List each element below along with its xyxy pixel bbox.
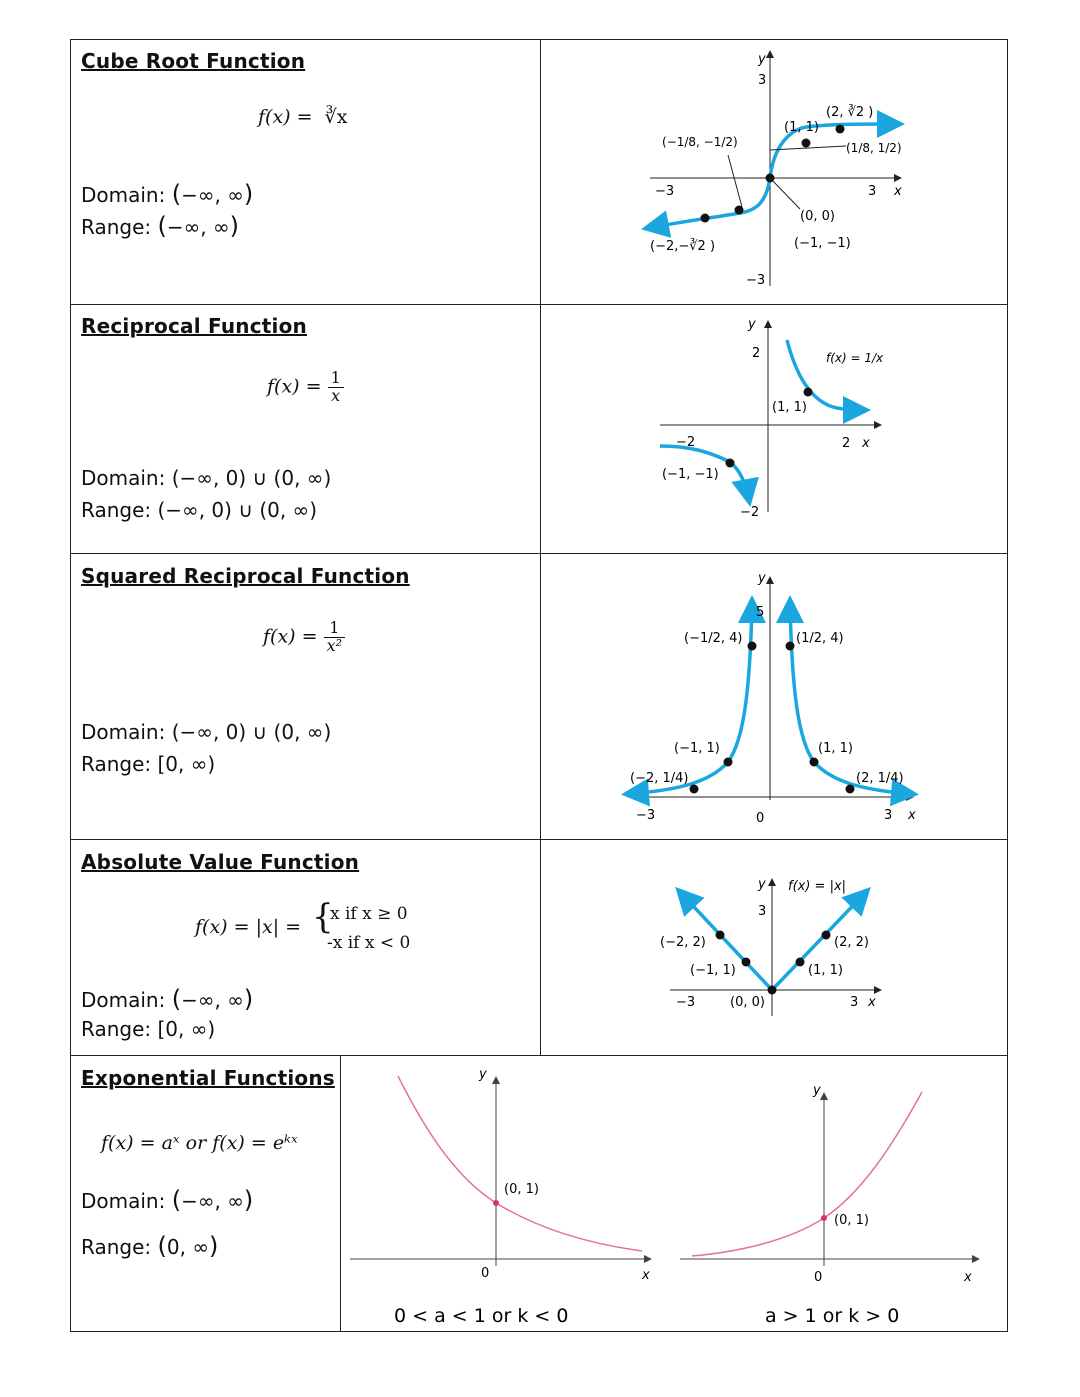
numerator: 1 xyxy=(328,370,344,388)
point-label: (1/2, 4) xyxy=(796,631,844,646)
range-value: [0, ∞) xyxy=(157,752,216,776)
fraction xyxy=(328,370,344,405)
exponential-formula: f(x) = aˣ or f(x) = eᵏˣ xyxy=(101,1132,298,1154)
point-label: (−1/8, −1/2) xyxy=(662,135,738,149)
denominator: x² xyxy=(326,635,343,655)
reciprocal-formula xyxy=(267,370,344,405)
tick-label: −3 xyxy=(636,808,656,823)
point-label: (0, 0) xyxy=(800,209,835,224)
squared-reciprocal-graph xyxy=(541,554,1007,838)
point-label: (0, 1) xyxy=(504,1182,539,1197)
range-value: 0, ∞ xyxy=(166,1235,209,1259)
tick-label: 2 xyxy=(842,436,851,451)
point-label: (−1, 1) xyxy=(690,963,736,978)
y-axis-label: y xyxy=(813,1083,821,1098)
function-label: f(x) = |x| xyxy=(788,879,847,894)
origin-label: 0 xyxy=(814,1270,823,1285)
cube-root-title: Cube Root Function xyxy=(81,49,306,73)
point-label: (−2,−∛2 ) xyxy=(650,239,716,254)
point-label: (1, 1) xyxy=(818,741,853,756)
range-value: (−∞, 0) ∪ (0, ∞) xyxy=(157,498,318,522)
case-1: x if x ≥ 0 xyxy=(330,904,408,924)
tick-label: −2 xyxy=(676,435,696,450)
absolute-value-formula xyxy=(195,916,301,938)
formula-lhs: f(x) = xyxy=(263,625,318,648)
point-label: (−1, −1) xyxy=(662,467,719,482)
x-axis-label: x xyxy=(868,995,876,1010)
domain-label: Domain: xyxy=(81,183,166,207)
point-label: (1, 1) xyxy=(772,400,807,415)
range-label: Range: xyxy=(81,498,152,522)
tick-label: 3 xyxy=(868,184,877,199)
range-label: Range: xyxy=(81,215,152,239)
tick-label: 0 xyxy=(756,811,765,826)
case-2: -x if x < 0 xyxy=(327,933,411,953)
tick-label: 5 xyxy=(756,605,765,620)
domain-value: −∞, ∞ xyxy=(181,1189,244,1213)
reciprocal-range xyxy=(81,498,317,522)
domain-value: (−∞, 0) ∪ (0, ∞) xyxy=(171,466,332,490)
range-value: [0, ∞) xyxy=(157,1017,216,1041)
cube-root-formula xyxy=(258,106,347,128)
denominator: x xyxy=(331,385,341,405)
tick-label: −2 xyxy=(740,505,760,520)
x-axis-label: x xyxy=(642,1268,650,1283)
absolute-value-graph xyxy=(541,840,1007,1054)
domain-value: −∞, ∞ xyxy=(181,988,244,1012)
cube-root-domain: Domain: (−∞, ∞) xyxy=(81,180,254,208)
exponential-range: Range: (0, ∞) xyxy=(81,1232,219,1260)
point-label: (−2, 1/4) xyxy=(630,771,689,786)
absolute-value-title: Absolute Value Function xyxy=(81,850,360,874)
exponential-graphs xyxy=(341,1056,1007,1331)
formula-lhs: f(x) = xyxy=(267,375,322,398)
point-label: (−2, 2) xyxy=(660,935,706,950)
point-label: (2, 2) xyxy=(834,935,869,950)
reciprocal-graph xyxy=(541,305,1007,552)
x-axis-label: x xyxy=(894,184,902,199)
tick-label: −3 xyxy=(746,273,766,288)
range-label: Range: xyxy=(81,1017,152,1041)
brace: { xyxy=(312,897,334,937)
caption: 0 < a < 1 or k < 0 xyxy=(394,1305,569,1327)
exponential-domain: Domain: (−∞, ∞) xyxy=(81,1186,254,1214)
squared-reciprocal-title: Squared Reciprocal Function xyxy=(81,564,410,588)
range-value: −∞, ∞ xyxy=(166,215,230,239)
point-label: (0, 0) xyxy=(730,995,765,1010)
y-axis-label: y xyxy=(758,571,766,586)
tick-label: 3 xyxy=(758,904,767,919)
domain-value: −∞, ∞ xyxy=(181,183,244,207)
domain-label: Domain: xyxy=(81,466,166,490)
squared-reciprocal-domain xyxy=(81,720,331,744)
y-axis-label: y xyxy=(748,317,756,332)
range-label: Range: xyxy=(81,1235,152,1259)
squared-reciprocal-formula xyxy=(263,620,345,655)
formula-rhs: ∛x xyxy=(324,106,348,128)
x-axis-label: x xyxy=(964,1270,972,1285)
domain-label: Domain: xyxy=(81,720,166,744)
point-label: (0, 1) xyxy=(834,1213,869,1228)
cube-root-graph xyxy=(541,40,1007,303)
point-label: (−1, 1) xyxy=(674,741,720,756)
absolute-value-range xyxy=(81,1017,215,1041)
point-label: (1/8, 1/2) xyxy=(846,141,902,155)
numerator: 1 xyxy=(324,620,345,638)
tick-label: 3 xyxy=(884,808,893,823)
origin-label: 0 xyxy=(481,1266,490,1281)
formula-lhs: f(x) = |x| = xyxy=(195,916,302,938)
formula-lhs: f(x) = xyxy=(258,106,313,128)
point-label: (2, 1/4) xyxy=(856,771,904,786)
domain-label: Domain: xyxy=(81,988,166,1012)
tick-label: −3 xyxy=(655,184,675,199)
point-label: (1, 1) xyxy=(808,963,843,978)
x-axis-label: x xyxy=(908,808,916,823)
cube-root-range: Range: (−∞, ∞) xyxy=(81,212,240,240)
y-axis-label: y xyxy=(758,877,766,892)
point-label: (2, ∛2 ) xyxy=(826,105,874,120)
tick-label: 2 xyxy=(752,346,761,361)
tick-label: 3 xyxy=(758,73,767,88)
reciprocal-domain xyxy=(81,466,331,490)
caption: a > 1 or k > 0 xyxy=(765,1305,900,1327)
domain-value: (−∞, 0) ∪ (0, ∞) xyxy=(171,720,332,744)
point-label: (1, 1) xyxy=(784,120,819,135)
y-axis-label: y xyxy=(479,1067,487,1082)
range-label: Range: xyxy=(81,752,152,776)
function-label: f(x) = 1/x xyxy=(826,351,884,365)
x-axis-label: x xyxy=(862,436,870,451)
fraction xyxy=(324,620,345,655)
domain-label: Domain: xyxy=(81,1189,166,1213)
tick-label: 3 xyxy=(850,995,859,1010)
y-axis-label: y xyxy=(758,52,766,67)
absolute-value-domain: Domain: (−∞, ∞) xyxy=(81,985,254,1013)
tick-label: −3 xyxy=(676,995,696,1010)
exponential-title: Exponential Functions xyxy=(81,1066,335,1090)
squared-reciprocal-range xyxy=(81,752,215,776)
point-label: (−1, −1) xyxy=(794,236,851,251)
point-label: (−1/2, 4) xyxy=(684,631,743,646)
reciprocal-title: Reciprocal Function xyxy=(81,314,307,338)
